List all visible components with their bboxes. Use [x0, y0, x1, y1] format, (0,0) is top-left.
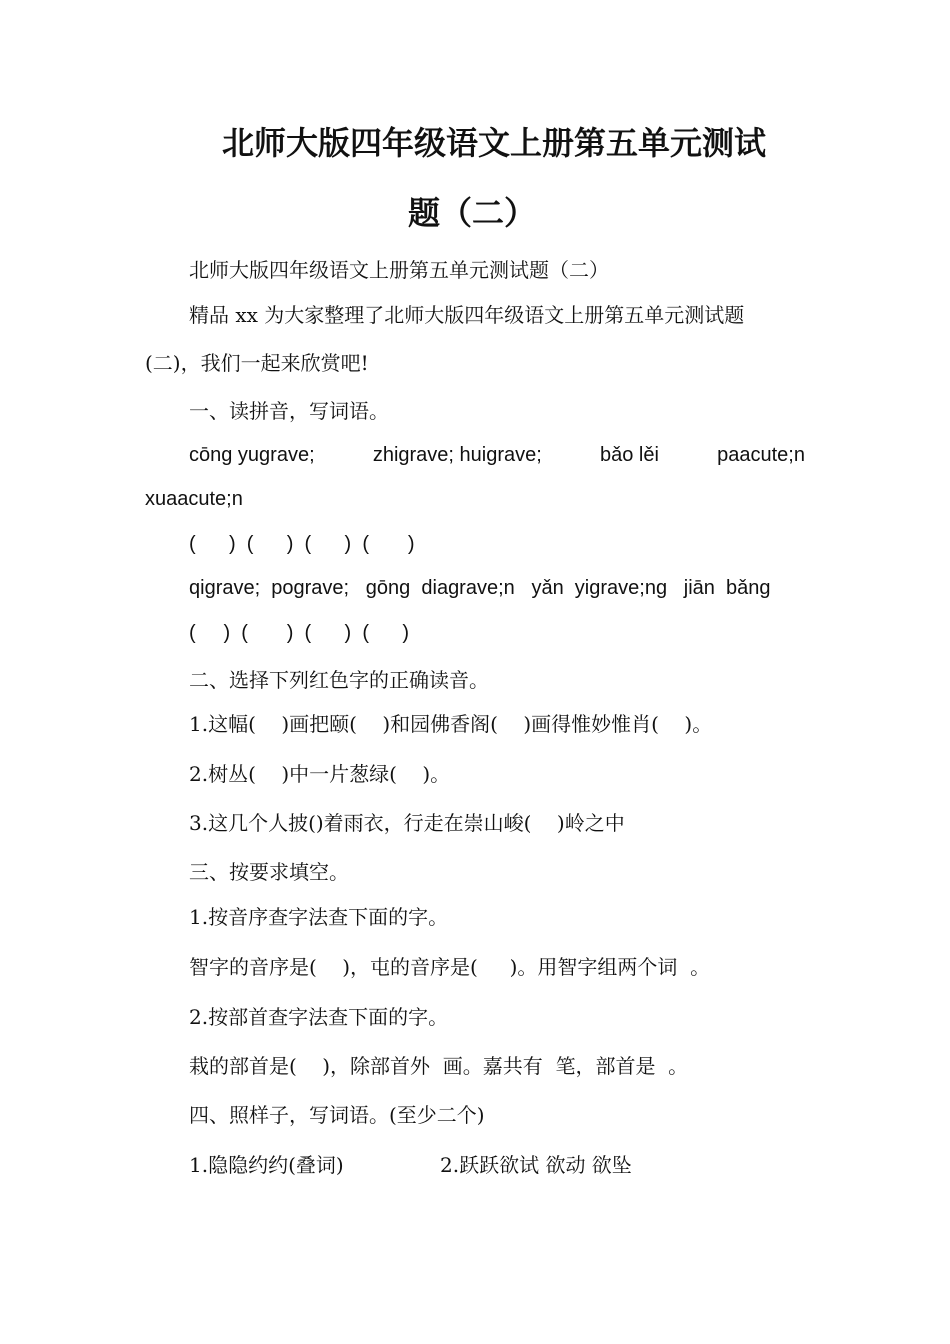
pinyin-row-1-wrap: xuaacute;n [145, 488, 243, 510]
section-2-question-3: 3.这几个人披()着雨衣，行走在崇山峻( )岭之中 [189, 811, 625, 835]
document-title-line-1: 北师大版四年级语文上册第五单元测试 [222, 124, 767, 162]
section-2-question-1: 1.这幅( )画把颐( )和园佛香阁( )画得惟妙惟肖( )。 [189, 712, 713, 736]
pinyin-row-2: qigrave; pograve; gōng diagrave;n yǎn yigrave;ng jiān bǎng [189, 577, 771, 599]
document-title-line-2: 题（二） [408, 194, 537, 232]
section-2-heading: 二、选择下列红色字的正确读音。 [189, 668, 489, 692]
section-1-heading: 一、读拼音，写词语。 [189, 399, 389, 423]
intro-paragraph-line-2: (二)，我们一起来欣赏吧! [145, 351, 369, 375]
pinyin-item: paacute;n [717, 444, 805, 466]
pinyin-row-1 [189, 442, 805, 468]
pinyin-item: cōng yugrave; [189, 444, 315, 466]
answer-blanks-row-2: ( ) ( ) ( ) ( ) [189, 622, 409, 644]
section-3-heading: 三、按要求填空。 [189, 860, 349, 884]
answer-blanks-row-1: ( ) ( ) ( ) ( ) [189, 533, 415, 555]
section-4-question-2: 2.跃跃欲试 欲动 欲坠 [440, 1153, 632, 1177]
document-subtitle: 北师大版四年级语文上册第五单元测试题（二） [189, 258, 609, 282]
intro-paragraph-line-1: 精品 xx 为大家整理了北师大版四年级语文上册第五单元测试题 [189, 303, 745, 327]
section-3-question-1-line: 智字的音序是( )，屯的音序是( )。用智字组两个词 。 [189, 955, 711, 979]
section-3-question-2-line: 栽的部首是( )，除部首外 画。嘉共有 笔，部首是 。 [189, 1054, 689, 1078]
section-3-question-1: 1.按音序查字法查下面的字。 [189, 905, 449, 929]
section-4-question-1: 1.隐隐约约(叠词) [189, 1153, 344, 1177]
pinyin-item: bǎo lěi [600, 444, 659, 466]
pinyin-item: zhigrave; huigrave; [372, 444, 542, 466]
section-3-question-2: 2.按部首查字法查下面的字。 [189, 1005, 449, 1029]
section-4-heading: 四、照样子，写词语。(至少二个) [189, 1103, 485, 1127]
section-2-question-2: 2.树丛( )中一片葱绿( )。 [189, 762, 451, 786]
